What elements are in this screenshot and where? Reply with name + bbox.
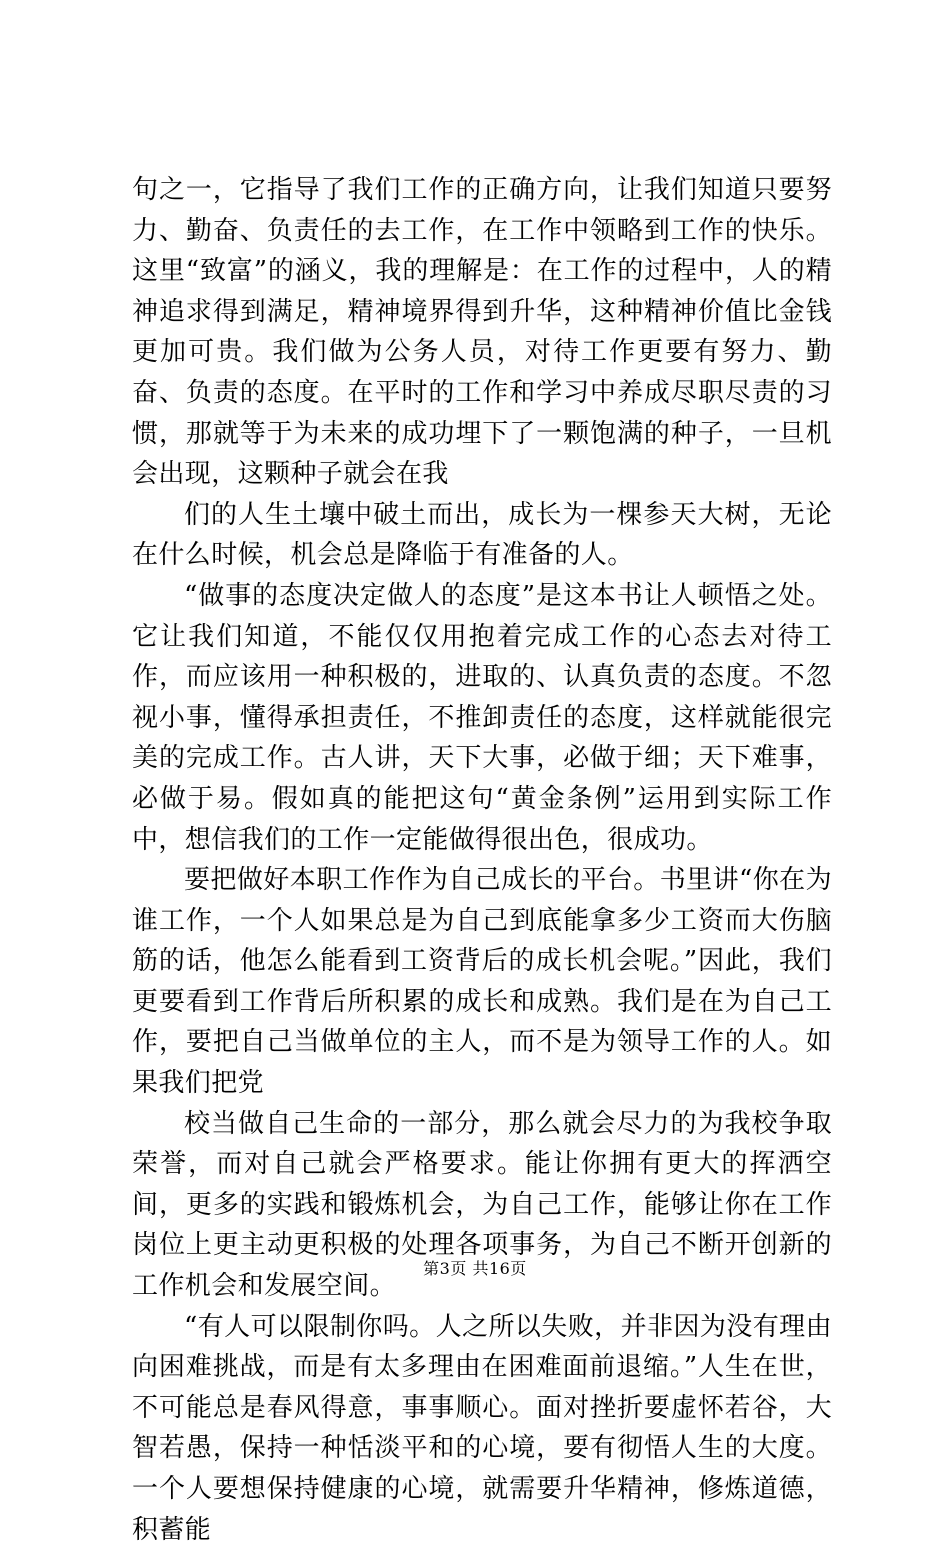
paragraph-1: 句之一，它指导了我们工作的正确方向，让我们知道只要努力、勤奋、负责任的去工作，在工作中领略到工作的快乐。这里“致富”的涵义，我的理解是：在工作的过程中，人的精神追求得到满足，精神境界得到升华，这种精神价值比金钱更加可贵。我们做为公务人员，对待工作更要有努力、勤奋、负责的态度。在平时的工作和学习中养成尽职尽责的习惯，那就等于为未来的成功埋下了一颗饱满的种子，一旦机会出现，这颗种子就会在我 xyxy=(132,175,832,490)
paragraph-5: 校当做自己生命的一部分，那么就会尽力的为我校争取荣誉，而对自己就会严格要求。能让你拥有更大的挥洒空间，更多的实践和锻炼机会，为自己工作，能够让你在工作岗位上更主动更积极的处理各项事务，为自己不断开创新的工作机会和发展空间。 xyxy=(132,1108,832,1302)
paragraph-6: “有人可以限制你吗。人之所以失败，并非因为没有理由向困难挑战，而是有太多理由在困难面前退缩。”人生在世，不可能总是春风得意，事事顺心。面对挫折要虚怀若谷，大智若愚，保持一种恬淡平和的心境，要有彻悟人生的大度。一个人要想保持健康的心境，就需要升华精神，修炼道德，积蓄能 xyxy=(132,1311,832,1545)
paragraph-2: 们的人生土壤中破土而出，成长为一棵参天大树，无论在什么时候，机会总是降临于有准备的人。 xyxy=(132,499,832,571)
paragraph-3: “做事的态度决定做人的态度”是这本书让人顿悟之处。它让我们知道，不能仅仅用抱着完成工作的心态去对待工作，而应该用一种积极的，进取的、认真负责的态度。不忽视小事，懂得承担责任，不推卸责任的态度，这样就能很完美的完成工作。古人讲，天下大事，必做于细；天下难事，必做于易。假如真的能把这句“黄金条例”运用到实际工作中，想信我们的工作一定能做得很出色，很成功。 xyxy=(132,580,832,855)
document-body xyxy=(132,170,832,1550)
paragraph-4: 要把做好本职工作作为自己成长的平台。书里讲“你在为谁工作，一个人如果总是为自己到底能拿多少工资而大伤脑筋的话，他怎么能看到工资背后的成长机会呢。”因此，我们更要看到工作背后所积累的成长和成熟。我们是在为自己工作，要把自己当做单位的主人，而不是为领导工作的人。如果我们把党 xyxy=(132,865,832,1099)
page-number-footer: 第3页 共16页 xyxy=(423,1259,527,1278)
